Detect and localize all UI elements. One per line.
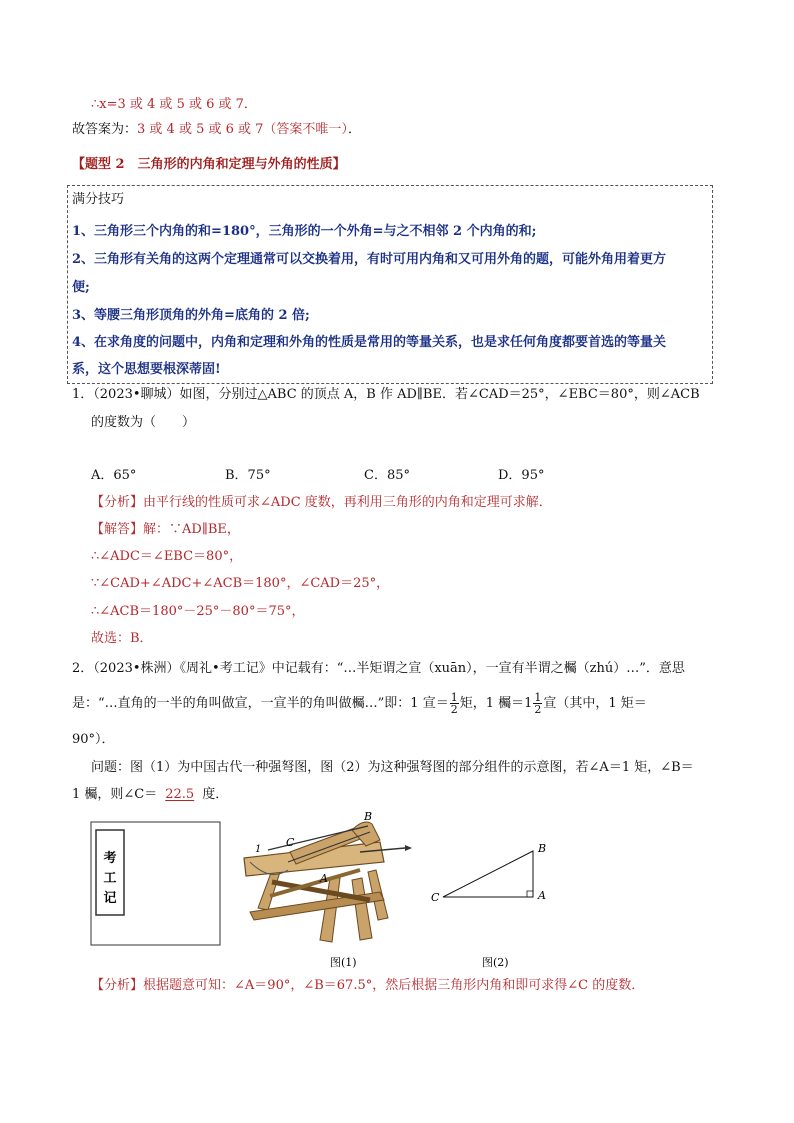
tip-3: 3、等腰三角形顶角的外角=底角的 2 倍; xyxy=(72,308,310,323)
q1-analysis-text: 由平行线的性质可求∠ADC 度数，再利用三角形的内角和定理可求解． xyxy=(143,495,552,510)
crossbow-label-c: C xyxy=(286,836,295,849)
q2-analysis-tag: 【分析】 xyxy=(91,978,144,993)
tip-2a: 2、三角形有关角的这两个定理通常可以交换着用，有时可用内角和又可用外角的题，可能外角用着更方 xyxy=(72,252,667,267)
triangle-label-c: C xyxy=(431,891,440,904)
q2-answer: 22.5 xyxy=(165,787,195,802)
q1-solution-s0: 解：∵AD∥BE， xyxy=(143,522,240,537)
q2-analysis-text: 根据题意可知：∠A＝90°，∠B＝67.5°，然后根据三角形内角和即可求得∠C 的度数． xyxy=(143,978,645,993)
fig1-caption: 图(1) xyxy=(330,956,357,969)
q1-solution-s3: ∴∠ACB＝180°－25°－80°＝75°， xyxy=(91,604,305,619)
q1-solution-s2: ∵∠CAD+∠ADC+∠ACB＝180°，∠CAD＝25°， xyxy=(91,576,390,591)
tip-4a: 4、在求角度的问题中，内角和定理和外角的性质是常用的等量关系，也是求任何角度都要首选的等量关 xyxy=(72,335,667,350)
triangle-figure xyxy=(443,851,533,897)
q1-solution-tag: 【解答】 xyxy=(91,522,144,537)
q2-stem-b2: 矩，1 欘＝1 xyxy=(459,696,533,711)
q1-solution-s1: ∴∠ADC＝∠EBC＝80°， xyxy=(91,549,243,564)
tips-title: 满分技巧 xyxy=(72,192,125,207)
q2-question-b2: 度． xyxy=(202,787,229,802)
q2-question-b1: 1 欘，则∠C＝ xyxy=(72,787,158,802)
answer-prefix: 故答案为： xyxy=(72,122,138,137)
q1-option-a: A．65° xyxy=(91,468,137,483)
q2-stem-b1: 是：“…直角的一半的角叫做宣，一宣半的角叫做欘…”即：1 宣＝ xyxy=(72,696,449,711)
fraction-denominator-2: 2 xyxy=(534,703,542,716)
q1-option-d: D．95° xyxy=(498,468,545,483)
q1-stem-b: 的度数为（ ） xyxy=(91,415,196,430)
q2-stem-a: 2．（2023•株洲）《周礼•考工记》中记载有：“…半矩谓之宣（xuān），一宣有半谓之欘（zhú）…”．意思 xyxy=(72,661,685,676)
fraction-numerator: 1 xyxy=(450,691,458,704)
crossbow-label-b: B xyxy=(364,810,373,823)
crossbow-figure xyxy=(244,822,412,942)
triangle-label-a: A xyxy=(538,889,546,902)
q2-question-a: 问题：图（1）为中国古代一种强弩图，图（2）为这种强弩图的部分组件的示意图，若∠A＝1 矩，∠B＝ xyxy=(91,760,694,775)
tip-1: 1、三角形三个内角的和=180°，三角形的一个外角=与之不相邻 2 个内角的和; xyxy=(72,224,537,239)
book-title-char-1: 考 xyxy=(103,851,117,866)
q2-stem-b3: 宣（其中，1 矩＝ xyxy=(543,696,647,711)
q1-stem-a: 1．（2023•聊城）如图，分别过△ABC 的顶点 A，B 作 AD∥BE．若∠CAD＝25°，∠EBC＝80°，则∠ACB xyxy=(72,387,700,402)
q2-stem-c: 90°）． xyxy=(72,732,115,747)
book-title-char-3: 记 xyxy=(103,891,117,906)
section-heading: 【题型 2 三角形的内角和定理与外角的性质】 xyxy=(72,157,346,172)
tip-4b: 系，这个思想要根深蒂固! xyxy=(72,362,221,377)
crossbow-label-a: A xyxy=(320,872,328,885)
triangle-label-b: B xyxy=(538,842,547,855)
answer-value: 3 或 4 或 5 或 6 或 7（答案不唯一） xyxy=(137,122,348,137)
crossbow-label-1: 1 xyxy=(255,844,262,855)
q1-option-b: B．75° xyxy=(225,468,271,483)
q1-solution-s4: 故选：B． xyxy=(91,631,153,646)
fraction-denominator: 2 xyxy=(450,703,458,716)
book-title-char-2: 工 xyxy=(103,871,117,886)
q1-analysis-tag: 【分析】 xyxy=(91,495,144,510)
answer-end: ． xyxy=(347,122,361,137)
fraction-numerator-2: 1 xyxy=(534,691,542,704)
conclusion-line: ∴x=3 或 4 或 5 或 6 或 7． xyxy=(91,97,257,112)
fig2-caption: 图(2) xyxy=(482,956,509,969)
q2-analysis xyxy=(91,977,644,995)
tip-2b: 便; xyxy=(72,280,90,295)
q1-option-c: C．85° xyxy=(364,468,410,483)
